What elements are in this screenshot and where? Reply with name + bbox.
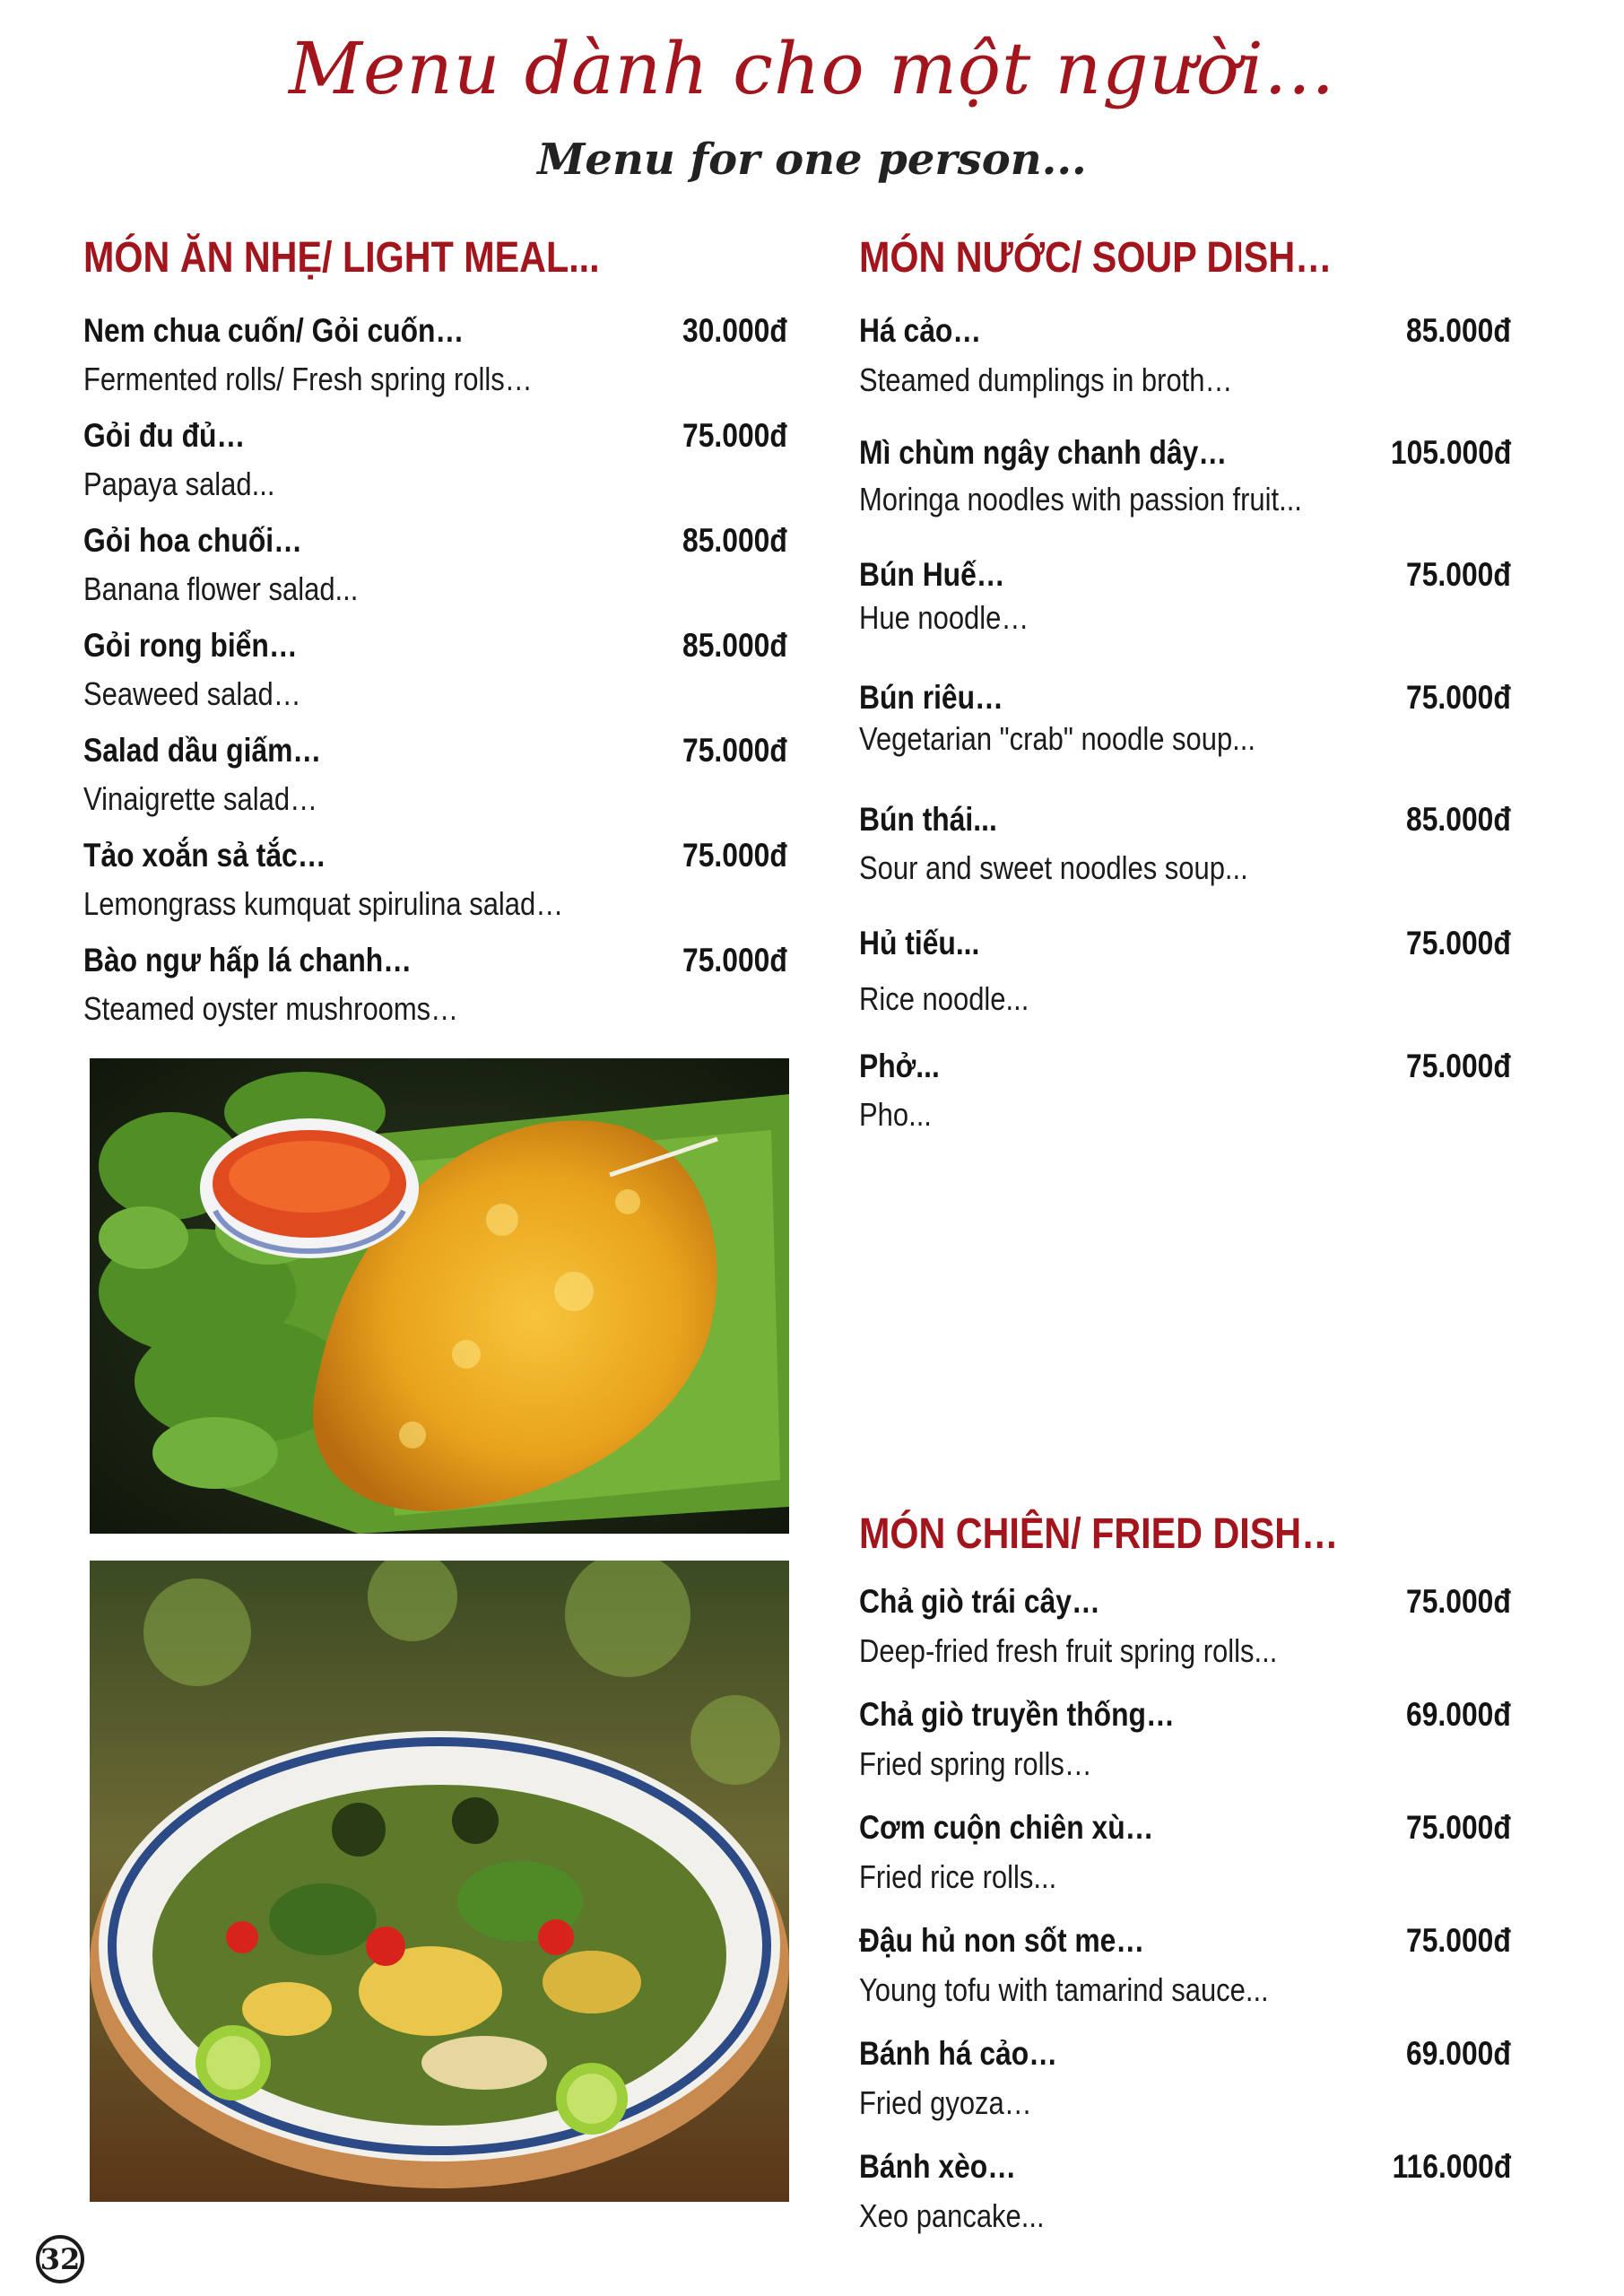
item-price: 75.000đ bbox=[1406, 556, 1511, 593]
item-description: Seaweed salad… bbox=[83, 675, 301, 712]
item-name: Gỏi đu đủ… bbox=[83, 417, 246, 454]
item-name: Cơm cuộn chiên xù… bbox=[859, 1809, 1154, 1846]
item-description: Banana flower salad... bbox=[83, 570, 359, 607]
item-price: 75.000đ bbox=[682, 942, 787, 978]
item-name: Bánh xèo… bbox=[859, 2148, 1017, 2185]
item-price: 75.000đ bbox=[1406, 679, 1511, 716]
item-description: Fried gyoza… bbox=[859, 2084, 1032, 2121]
item-name: Bánh há cảo… bbox=[859, 2035, 1058, 2072]
item-name: Bún riêu… bbox=[859, 679, 1003, 716]
item-name: Nem chua cuốn/ Gỏi cuốn… bbox=[83, 312, 465, 349]
item-price: 69.000đ bbox=[1406, 2035, 1511, 2072]
item-name: Tảo xoắn sả tắc… bbox=[83, 837, 326, 874]
item-description: Papaya salad... bbox=[83, 465, 275, 502]
item-description: Young tofu with tamarind sauce... bbox=[859, 1971, 1269, 2008]
item-description: Steamed oyster mushrooms… bbox=[83, 990, 459, 1027]
item-description: Sour and sweet noodles soup... bbox=[859, 849, 1248, 886]
item-name: Gỏi hoa chuối… bbox=[83, 522, 302, 559]
item-price: 69.000đ bbox=[1406, 1696, 1511, 1733]
item-price: 75.000đ bbox=[682, 417, 787, 454]
item-description: Pho... bbox=[859, 1096, 932, 1133]
item-description: Vegetarian "crab" noodle soup... bbox=[859, 720, 1255, 757]
item-description: Hue noodle… bbox=[859, 599, 1029, 636]
item-price: 75.000đ bbox=[1406, 1809, 1511, 1846]
soup-dish-heading: MÓN NƯỚC/ SOUP DISH… bbox=[859, 234, 1333, 282]
item-name: Phở... bbox=[859, 1048, 940, 1084]
item-price: 75.000đ bbox=[682, 732, 787, 769]
item-description: Rice noodle... bbox=[859, 980, 1029, 1017]
banh-xeo-photo bbox=[90, 1058, 789, 1534]
item-description: Fermented rolls/ Fresh spring rolls… bbox=[83, 361, 533, 397]
light-meal-heading: MÓN ĂN NHẸ/ LIGHT MEAL... bbox=[83, 234, 600, 282]
item-description: Steamed dumplings in broth… bbox=[859, 361, 1233, 398]
item-name: Chả giò truyền thống… bbox=[859, 1696, 1175, 1733]
item-price: 85.000đ bbox=[1406, 801, 1511, 838]
item-name: Gỏi rong biển… bbox=[83, 627, 298, 664]
item-price: 75.000đ bbox=[1406, 1922, 1511, 1959]
item-name: Bún thái... bbox=[859, 801, 997, 838]
item-description: Fried rice rolls... bbox=[859, 1858, 1057, 1895]
item-price: 116.000đ bbox=[1392, 2148, 1511, 2185]
item-name: Bào ngư hấp lá chanh… bbox=[83, 942, 413, 978]
item-name: Đậu hủ non sốt me… bbox=[859, 1922, 1145, 1959]
page-title-english: Menu for one person... bbox=[537, 135, 1087, 185]
item-price: 75.000đ bbox=[1406, 1048, 1511, 1084]
item-description: Moringa noodles with passion fruit... bbox=[859, 481, 1302, 517]
salad-bowl-photo bbox=[90, 1561, 789, 2202]
page-number: 32 bbox=[36, 2235, 84, 2283]
item-price: 105.000đ bbox=[1390, 434, 1511, 471]
item-price: 30.000đ bbox=[682, 312, 787, 349]
item-description: Xeo pancake... bbox=[859, 2197, 1045, 2234]
item-name: Mì chùm ngây chanh dây… bbox=[859, 434, 1228, 471]
item-description: Fried spring rolls… bbox=[859, 1745, 1092, 1782]
item-price: 75.000đ bbox=[1406, 925, 1511, 961]
item-name: Salad dầu giấm… bbox=[83, 732, 322, 769]
item-price: 75.000đ bbox=[682, 837, 787, 874]
banh-xeo-illustration bbox=[90, 1058, 789, 1534]
item-price: 85.000đ bbox=[682, 627, 787, 664]
item-name: Há cảo… bbox=[859, 312, 982, 349]
item-description: Deep-fried fresh fruit spring rolls... bbox=[859, 1632, 1278, 1669]
item-name: Bún Huế… bbox=[859, 556, 1005, 593]
item-name: Chả giò trái cây… bbox=[859, 1583, 1100, 1620]
item-name: Hủ tiếu... bbox=[859, 925, 980, 961]
item-description: Lemongrass kumquat spirulina salad… bbox=[83, 885, 564, 922]
page-title-vietnamese: Menu dành cho một người... bbox=[289, 27, 1335, 110]
item-price: 85.000đ bbox=[682, 522, 787, 559]
item-price: 85.000đ bbox=[1406, 312, 1511, 349]
salad-illustration bbox=[90, 1561, 789, 2202]
item-description: Vinaigrette salad… bbox=[83, 780, 318, 817]
fried-dish-heading: MÓN CHIÊN/ FRIED DISH… bbox=[859, 1510, 1339, 1558]
item-price: 75.000đ bbox=[1406, 1583, 1511, 1620]
